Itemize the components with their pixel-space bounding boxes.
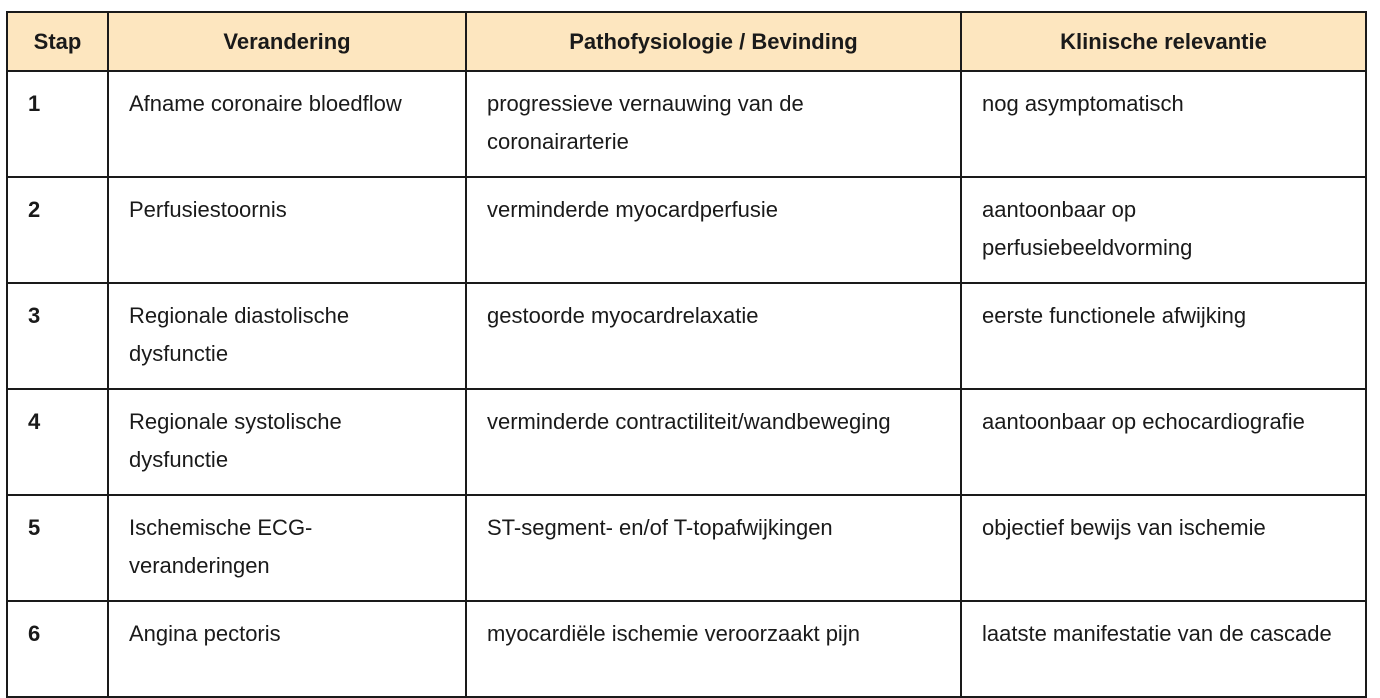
cell-relevantie: objectief bewijs van ischemie	[961, 495, 1366, 601]
table-row	[7, 71, 1366, 177]
table-row	[7, 177, 1366, 283]
cell-stap: 3	[7, 283, 108, 389]
table-body	[7, 71, 1366, 697]
cell-relevantie: eerste functionele afwijking	[961, 283, 1366, 389]
cell-stap: 1	[7, 71, 108, 177]
cell-verandering: Regionale systolische dysfunctie	[108, 389, 466, 495]
cell-stap: 4	[7, 389, 108, 495]
cell-verandering: Afname coronaire bloedflow	[108, 71, 466, 177]
table-row	[7, 389, 1366, 495]
cell-stap: 2	[7, 177, 108, 283]
ischemic-cascade-table	[6, 11, 1367, 698]
cell-stap: 6	[7, 601, 108, 697]
cell-verandering: Ischemische ECG-veranderingen	[108, 495, 466, 601]
table-header	[7, 12, 1366, 71]
cell-bevinding: gestoorde myocardrelaxatie	[466, 283, 961, 389]
cell-verandering: Angina pectoris	[108, 601, 466, 697]
cell-relevantie: laatste manifestatie van de cascade	[961, 601, 1366, 697]
table-row	[7, 601, 1366, 697]
header-stap: Stap	[7, 12, 108, 71]
cell-bevinding: myocardiële ischemie veroorzaakt pijn	[466, 601, 961, 697]
cell-relevantie: aantoonbaar op perfusiebeeldvorming	[961, 177, 1366, 283]
table-row	[7, 495, 1366, 601]
table-row	[7, 283, 1366, 389]
cell-verandering: Regionale diastolische dysfunctie	[108, 283, 466, 389]
cell-bevinding: verminderde myocardperfusie	[466, 177, 961, 283]
cell-bevinding: progressieve vernauwing van de coronairarterie	[466, 71, 961, 177]
cell-bevinding: ST-segment- en/of T-topafwijkingen	[466, 495, 961, 601]
cell-bevinding: verminderde contractiliteit/wandbeweging	[466, 389, 961, 495]
header-klinische-relevantie: Klinische relevantie	[961, 12, 1366, 71]
header-verandering: Verandering	[108, 12, 466, 71]
header-pathofysiologie: Pathofysiologie / Bevinding	[466, 12, 961, 71]
cell-relevantie: aantoonbaar op echocardiografie	[961, 389, 1366, 495]
header-row	[7, 12, 1366, 71]
cell-verandering: Perfusiestoornis	[108, 177, 466, 283]
cell-relevantie: nog asymptomatisch	[961, 71, 1366, 177]
cell-stap: 5	[7, 495, 108, 601]
